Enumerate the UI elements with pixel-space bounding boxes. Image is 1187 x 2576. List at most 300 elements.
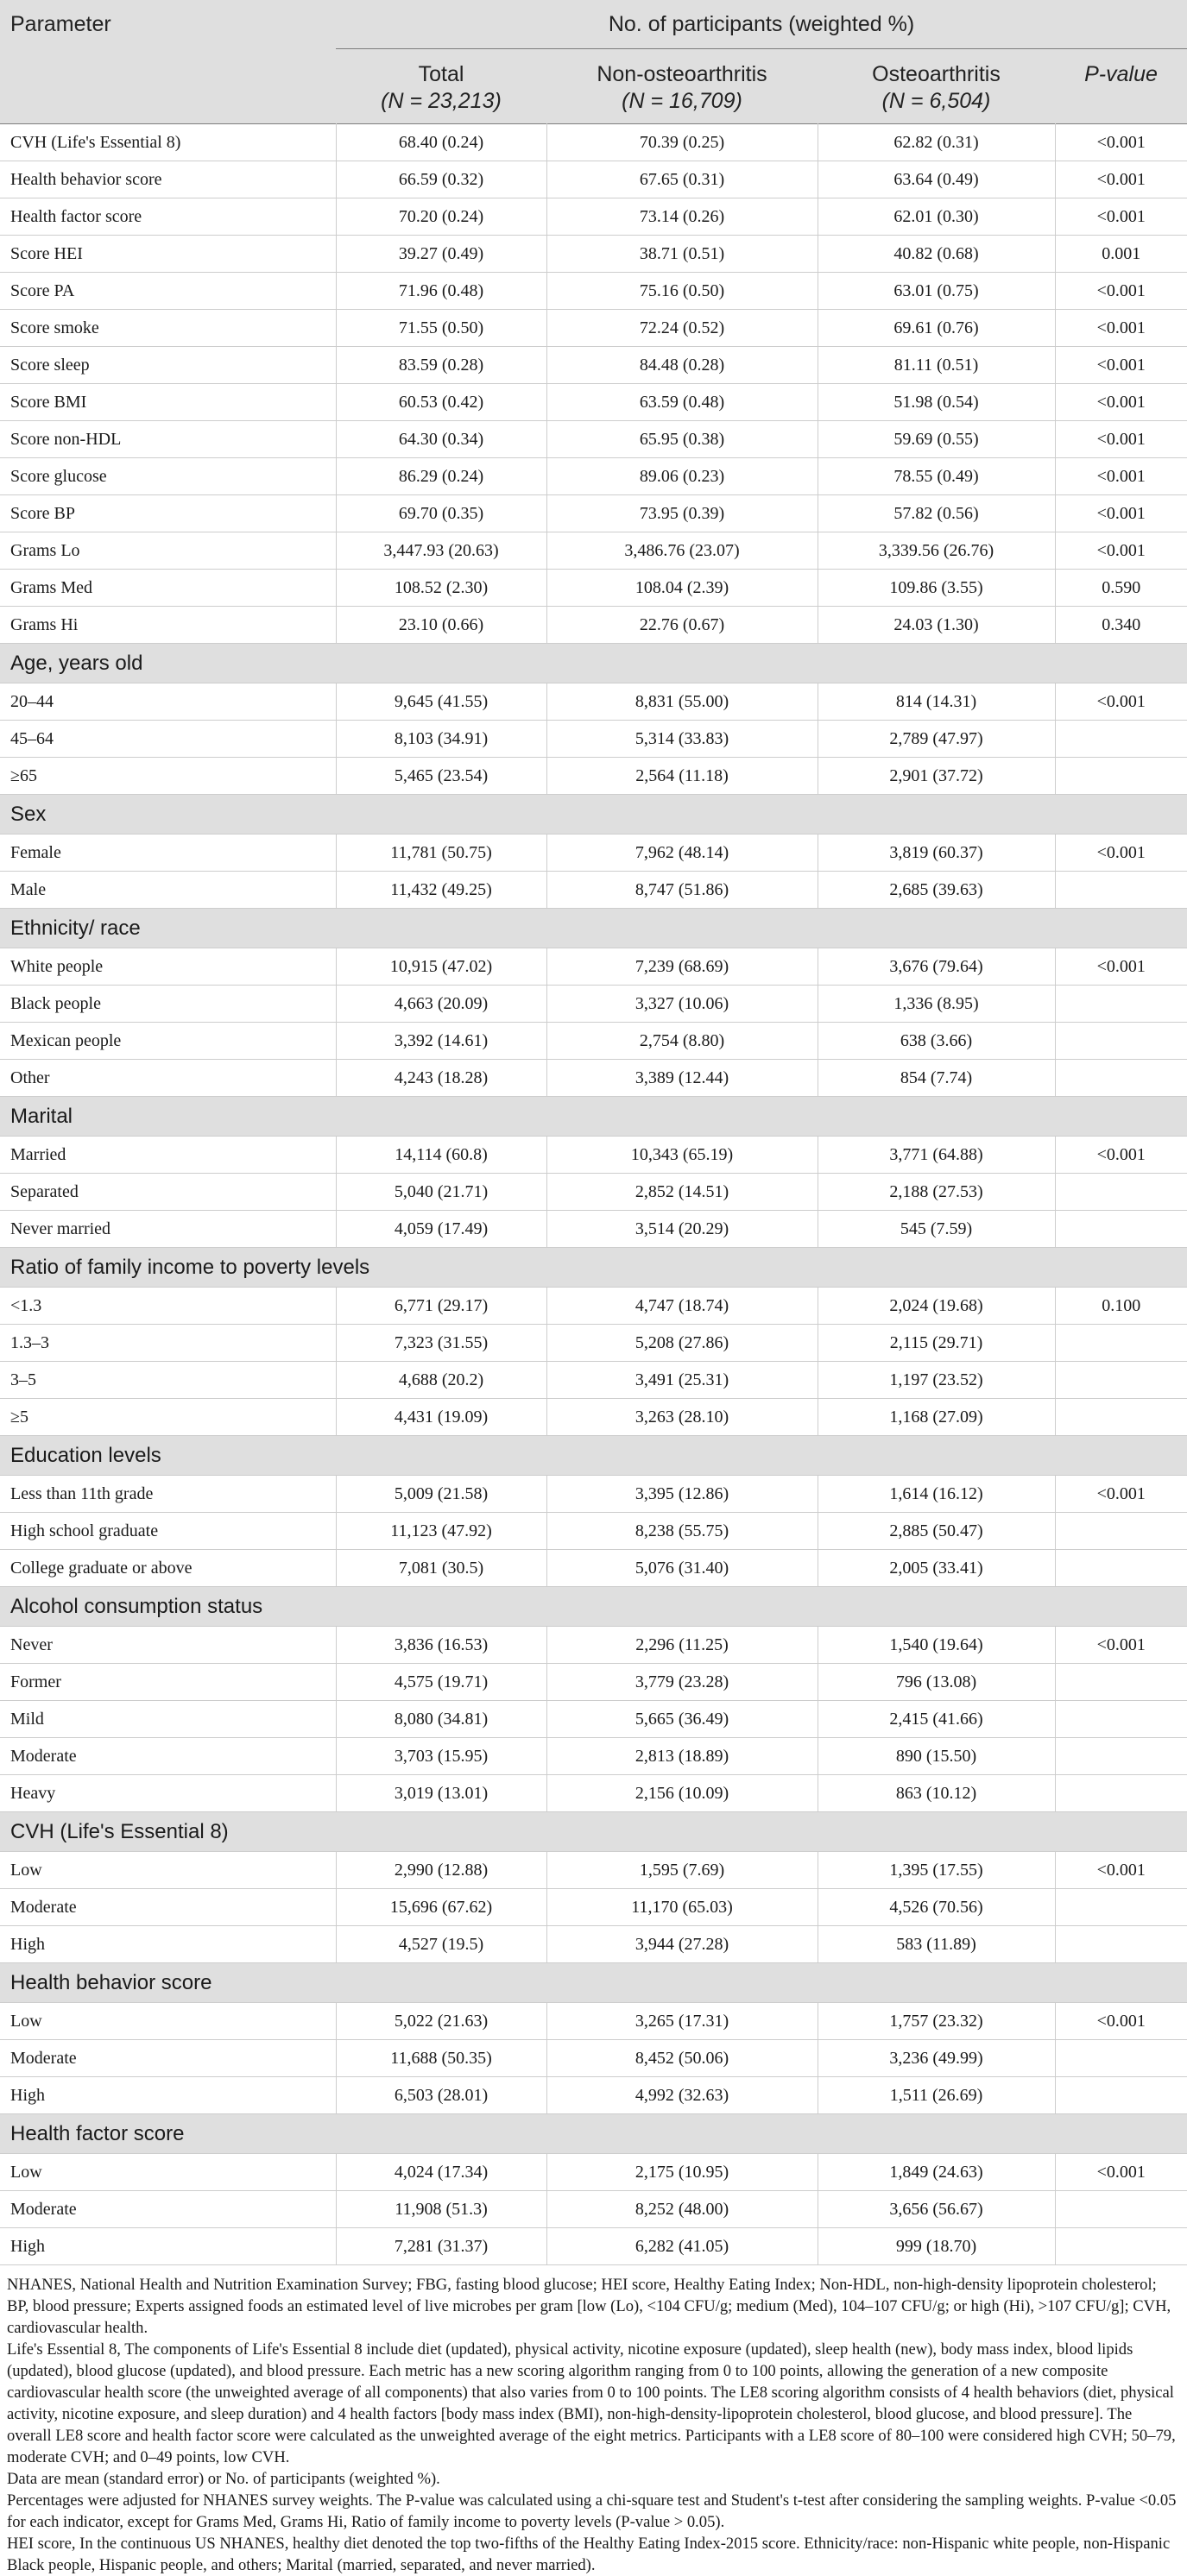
row-parameter: Score sleep [0,347,336,384]
row-parameter: Low [0,1852,336,1889]
cell-non-osteoarthritis: 73.14 (0.26) [546,198,818,236]
cell-p-value: <0.001 [1055,1852,1187,1889]
cell-osteoarthritis: 814 (14.31) [818,683,1055,721]
table-row [0,1738,1187,1775]
table-row [0,1664,1187,1701]
cell-osteoarthritis: 51.98 (0.54) [818,384,1055,421]
header-non-osteoarthritis: Non-osteoarthritis [546,49,818,90]
cell-p-value: <0.001 [1055,2154,1187,2191]
cell-p-value: <0.001 [1055,273,1187,310]
cell-non-osteoarthritis: 5,208 (27.86) [546,1325,818,1362]
table-row [0,236,1187,273]
cell-osteoarthritis: 2,885 (50.47) [818,1513,1055,1550]
cell-p-value [1055,986,1187,1023]
table-row [0,198,1187,236]
cell-p-value: 0.340 [1055,607,1187,644]
cell-non-osteoarthritis: 5,314 (33.83) [546,721,818,758]
table-row [0,1926,1187,1963]
row-parameter: Former [0,1664,336,1701]
cell-osteoarthritis: 1,395 (17.55) [818,1852,1055,1889]
cell-total: 5,009 (21.58) [336,1476,546,1513]
cell-osteoarthritis: 59.69 (0.55) [818,421,1055,458]
cell-osteoarthritis: 63.64 (0.49) [818,161,1055,198]
row-parameter: Score HEI [0,236,336,273]
row-parameter: Mexican people [0,1023,336,1060]
cell-osteoarthritis: 109.86 (3.55) [818,570,1055,607]
cell-p-value [1055,1889,1187,1926]
cell-osteoarthritis: 2,789 (47.97) [818,721,1055,758]
cell-p-value: <0.001 [1055,198,1187,236]
cell-non-osteoarthritis: 2,564 (11.18) [546,758,818,795]
cell-p-value: <0.001 [1055,835,1187,872]
cell-osteoarthritis: 1,511 (26.69) [818,2077,1055,2114]
cell-osteoarthritis: 81.11 (0.51) [818,347,1055,384]
cell-osteoarthritis: 2,415 (41.66) [818,1701,1055,1738]
cell-total: 6,771 (29.17) [336,1288,546,1325]
cell-p-value [1055,1060,1187,1097]
table-row [0,458,1187,495]
cell-total: 3,392 (14.61) [336,1023,546,1060]
cell-non-osteoarthritis: 7,239 (68.69) [546,948,818,986]
row-parameter: Never [0,1627,336,1664]
cell-total: 6,503 (28.01) [336,2077,546,2114]
cell-p-value [1055,1362,1187,1399]
footnote: NHANES, National Health and Nutrition Examination Survey; FBG, fasting blood glucose; HEI score, Healthy Eating Index; Non-HDL, non-high-density lipoprotein cholesterol; BP, blood pressure; Experts assigned foods an estimated level of live microbes per gram [low (Lo), <104 CFU/g; medium (Med), 104–107 CFU/g; or high (Hi), >107 CFU/g]; CVH, cardiovascular health. [7,2276,1171,2337]
cell-osteoarthritis: 40.82 (0.68) [818,236,1055,273]
row-parameter: Health factor score [0,198,336,236]
table-body [0,124,1187,2265]
table-row [0,1889,1187,1926]
cell-osteoarthritis: 1,168 (27.09) [818,1399,1055,1436]
table-row [0,721,1187,758]
cell-p-value: 0.590 [1055,570,1187,607]
table-row [0,1399,1187,1436]
section-label: Ethnicity/ race [0,909,1187,948]
cell-non-osteoarthritis: 3,263 (28.10) [546,1399,818,1436]
row-parameter: Grams Med [0,570,336,607]
table-row [0,1476,1187,1513]
cell-non-osteoarthritis: 22.76 (0.67) [546,607,818,644]
section-label: Alcohol consumption status [0,1587,1187,1627]
table-footnotes [0,2265,1187,2576]
cell-total: 68.40 (0.24) [336,124,546,161]
cell-p-value: <0.001 [1055,683,1187,721]
cell-total: 7,081 (30.5) [336,1550,546,1587]
row-parameter: Score glucose [0,458,336,495]
cell-p-value [1055,1211,1187,1248]
section-label: Age, years old [0,644,1187,683]
cell-non-osteoarthritis: 8,747 (51.86) [546,872,818,909]
table-row [0,495,1187,532]
table-row [0,1701,1187,1738]
cell-osteoarthritis: 62.01 (0.30) [818,198,1055,236]
cell-non-osteoarthritis: 2,156 (10.09) [546,1775,818,1812]
cell-osteoarthritis: 638 (3.66) [818,1023,1055,1060]
cell-non-osteoarthritis: 8,452 (50.06) [546,2040,818,2077]
cell-osteoarthritis: 2,005 (33.41) [818,1550,1055,1587]
cell-osteoarthritis: 1,197 (23.52) [818,1362,1055,1399]
table-row [0,2154,1187,2191]
row-parameter: 3–5 [0,1362,336,1399]
cell-total: 5,022 (21.63) [336,2003,546,2040]
cell-total: 11,908 (51.3) [336,2191,546,2228]
table-row [0,570,1187,607]
cell-p-value: <0.001 [1055,1627,1187,1664]
cell-p-value [1055,1023,1187,1060]
cell-osteoarthritis: 57.82 (0.56) [818,495,1055,532]
cell-non-osteoarthritis: 84.48 (0.28) [546,347,818,384]
cell-osteoarthritis: 24.03 (1.30) [818,607,1055,644]
cell-p-value [1055,2228,1187,2265]
cell-non-osteoarthritis: 70.39 (0.25) [546,124,818,161]
cell-total: 86.29 (0.24) [336,458,546,495]
table-row [0,948,1187,986]
cell-osteoarthritis: 69.61 (0.76) [818,310,1055,347]
cell-non-osteoarthritis: 89.06 (0.23) [546,458,818,495]
table-row [0,2003,1187,2040]
row-parameter: Never married [0,1211,336,1248]
row-parameter: CVH (Life's Essential 8) [0,124,336,161]
section-label: Health behavior score [0,1963,1187,2003]
row-parameter: ≥65 [0,758,336,795]
cell-p-value [1055,1550,1187,1587]
cell-total: 5,040 (21.71) [336,1174,546,1211]
table-row [0,421,1187,458]
cell-p-value: 0.001 [1055,236,1187,273]
cell-osteoarthritis: 2,188 (27.53) [818,1174,1055,1211]
cell-p-value [1055,872,1187,909]
cell-p-value [1055,1926,1187,1963]
cell-non-osteoarthritis: 108.04 (2.39) [546,570,818,607]
cell-non-osteoarthritis: 67.65 (0.31) [546,161,818,198]
cell-non-osteoarthritis: 3,486.76 (23.07) [546,532,818,570]
cell-non-osteoarthritis: 3,779 (23.28) [546,1664,818,1701]
cell-p-value: <0.001 [1055,1137,1187,1174]
cell-osteoarthritis: 3,656 (56.67) [818,2191,1055,2228]
header-osteoarthritis-n: (N = 6,504) [818,89,1055,124]
header-parameter: Parameter [0,0,336,49]
cell-osteoarthritis: 1,614 (16.12) [818,1476,1055,1513]
cell-p-value: <0.001 [1055,347,1187,384]
table-row [0,1023,1187,1060]
cell-total: 11,432 (49.25) [336,872,546,909]
cell-non-osteoarthritis: 10,343 (65.19) [546,1137,818,1174]
cell-total: 3,703 (15.95) [336,1738,546,1775]
cell-total: 71.96 (0.48) [336,273,546,310]
cell-p-value: <0.001 [1055,421,1187,458]
cell-non-osteoarthritis: 11,170 (65.03) [546,1889,818,1926]
table-row [0,835,1187,872]
cell-p-value [1055,2191,1187,2228]
cell-osteoarthritis: 796 (13.08) [818,1664,1055,1701]
cell-osteoarthritis: 999 (18.70) [818,2228,1055,2265]
cell-osteoarthritis: 62.82 (0.31) [818,124,1055,161]
row-parameter: Moderate [0,2040,336,2077]
cell-p-value: <0.001 [1055,495,1187,532]
table-row [0,161,1187,198]
table-row [0,2191,1187,2228]
cell-non-osteoarthritis: 6,282 (41.05) [546,2228,818,2265]
cell-osteoarthritis: 2,685 (39.63) [818,872,1055,909]
row-parameter: Female [0,835,336,872]
cell-non-osteoarthritis: 5,665 (36.49) [546,1701,818,1738]
cell-osteoarthritis: 545 (7.59) [818,1211,1055,1248]
cell-total: 4,431 (19.09) [336,1399,546,1436]
section-label: Education levels [0,1436,1187,1476]
table-row [0,2077,1187,2114]
header-non-osteoarthritis-n: (N = 16,709) [546,89,818,124]
row-parameter: Score BP [0,495,336,532]
row-parameter: Male [0,872,336,909]
cell-total: 3,019 (13.01) [336,1775,546,1812]
cell-non-osteoarthritis: 73.95 (0.39) [546,495,818,532]
section-header-row [0,795,1187,835]
cell-total: 11,123 (47.92) [336,1513,546,1550]
section-label: Health factor score [0,2114,1187,2154]
cell-non-osteoarthritis: 3,944 (27.28) [546,1926,818,1963]
row-parameter: Black people [0,986,336,1023]
table-row [0,347,1187,384]
cell-p-value [1055,758,1187,795]
cell-non-osteoarthritis: 3,514 (20.29) [546,1211,818,1248]
row-parameter: Score BMI [0,384,336,421]
cell-non-osteoarthritis: 2,175 (10.95) [546,2154,818,2191]
cell-total: 39.27 (0.49) [336,236,546,273]
cell-osteoarthritis: 3,339.56 (26.76) [818,532,1055,570]
cell-total: 69.70 (0.35) [336,495,546,532]
cell-total: 71.55 (0.50) [336,310,546,347]
cell-non-osteoarthritis: 7,962 (48.14) [546,835,818,872]
row-parameter: 45–64 [0,721,336,758]
table-row [0,1174,1187,1211]
cell-total: 11,781 (50.75) [336,835,546,872]
table-row [0,986,1187,1023]
table-row [0,1060,1187,1097]
row-parameter: High [0,1926,336,1963]
cell-total: 2,990 (12.88) [336,1852,546,1889]
row-parameter: Score smoke [0,310,336,347]
row-parameter: Moderate [0,1889,336,1926]
cell-non-osteoarthritis: 2,852 (14.51) [546,1174,818,1211]
cell-non-osteoarthritis: 3,395 (12.86) [546,1476,818,1513]
row-parameter: High [0,2077,336,2114]
header-osteoarthritis: Osteoarthritis [818,49,1055,90]
table-row [0,1627,1187,1664]
table-header [0,0,1187,124]
cell-osteoarthritis: 854 (7.74) [818,1060,1055,1097]
cell-total: 23.10 (0.66) [336,607,546,644]
cell-osteoarthritis: 1,336 (8.95) [818,986,1055,1023]
cell-total: 11,688 (50.35) [336,2040,546,2077]
cell-osteoarthritis: 63.01 (0.75) [818,273,1055,310]
row-parameter: Score PA [0,273,336,310]
cell-osteoarthritis: 3,771 (64.88) [818,1137,1055,1174]
table-row [0,1325,1187,1362]
row-parameter: Married [0,1137,336,1174]
cell-total: 10,915 (47.02) [336,948,546,986]
cell-total: 7,323 (31.55) [336,1325,546,1362]
cell-total: 64.30 (0.34) [336,421,546,458]
cell-total: 83.59 (0.28) [336,347,546,384]
section-header-row [0,909,1187,948]
section-label: Sex [0,795,1187,835]
cell-total: 15,696 (67.62) [336,1889,546,1926]
section-header-row [0,1587,1187,1627]
section-header-row [0,1963,1187,2003]
table-row [0,124,1187,161]
cell-p-value [1055,1174,1187,1211]
cell-p-value [1055,1325,1187,1362]
cell-p-value: <0.001 [1055,948,1187,986]
section-header-row [0,644,1187,683]
footnote: Data are mean (standard error) or No. of participants (weighted %). [7,2470,440,2488]
table-row [0,872,1187,909]
row-parameter: Mild [0,1701,336,1738]
cell-p-value [1055,1664,1187,1701]
row-parameter: Grams Lo [0,532,336,570]
cell-total: 66.59 (0.32) [336,161,546,198]
row-parameter: College graduate or above [0,1550,336,1587]
row-parameter: High [0,2228,336,2265]
row-parameter: Grams Hi [0,607,336,644]
section-label: CVH (Life's Essential 8) [0,1812,1187,1852]
cell-non-osteoarthritis: 1,595 (7.69) [546,1852,818,1889]
table-row [0,1362,1187,1399]
cell-total: 4,575 (19.71) [336,1664,546,1701]
cell-total: 7,281 (31.37) [336,2228,546,2265]
footnote: Percentages were adjusted for NHANES survey weights. The P-value was calculated using a chi-square test and Student's t-test after considering the sampling weights. P-value <0.05 for each indicator, except for Grams Med, Grams Hi, Ratio of family income to poverty levels (P-value > 0.05). [7,2491,1177,2531]
row-parameter: Moderate [0,1738,336,1775]
cell-total: 3,447.93 (20.63) [336,532,546,570]
row-parameter: High school graduate [0,1513,336,1550]
cell-p-value [1055,1399,1187,1436]
table-row [0,384,1187,421]
cell-non-osteoarthritis: 2,813 (18.89) [546,1738,818,1775]
row-parameter: 1.3–3 [0,1325,336,1362]
cell-total: 14,114 (60.8) [336,1137,546,1174]
cell-osteoarthritis: 2,901 (37.72) [818,758,1055,795]
cell-total: 5,465 (23.54) [336,758,546,795]
cell-total: 60.53 (0.42) [336,384,546,421]
cell-p-value: <0.001 [1055,532,1187,570]
cell-p-value [1055,1738,1187,1775]
cell-non-osteoarthritis: 3,389 (12.44) [546,1060,818,1097]
table-row [0,2040,1187,2077]
cell-non-osteoarthritis: 65.95 (0.38) [546,421,818,458]
cell-total: 4,527 (19.5) [336,1926,546,1963]
section-label: Marital [0,1097,1187,1137]
table-row [0,1137,1187,1174]
table-row [0,1852,1187,1889]
cell-non-osteoarthritis: 3,491 (25.31) [546,1362,818,1399]
cell-osteoarthritis: 583 (11.89) [818,1926,1055,1963]
row-parameter: Other [0,1060,336,1097]
row-parameter: Separated [0,1174,336,1211]
table-row [0,607,1187,644]
cell-total: 4,243 (18.28) [336,1060,546,1097]
table-row [0,532,1187,570]
cell-p-value: <0.001 [1055,124,1187,161]
row-parameter: <1.3 [0,1288,336,1325]
cell-total: 9,645 (41.55) [336,683,546,721]
cell-osteoarthritis: 3,236 (49.99) [818,2040,1055,2077]
table-row [0,1775,1187,1812]
cell-total: 8,103 (34.91) [336,721,546,758]
cell-total: 8,080 (34.81) [336,1701,546,1738]
row-parameter: Less than 11th grade [0,1476,336,1513]
header-total-n: (N = 23,213) [336,89,546,124]
cell-non-osteoarthritis: 3,265 (17.31) [546,2003,818,2040]
cell-total: 4,663 (20.09) [336,986,546,1023]
cell-p-value [1055,2077,1187,2114]
cell-osteoarthritis: 890 (15.50) [818,1738,1055,1775]
row-parameter: Health behavior score [0,161,336,198]
cell-osteoarthritis: 1,540 (19.64) [818,1627,1055,1664]
cell-osteoarthritis: 3,819 (60.37) [818,835,1055,872]
table-row [0,683,1187,721]
row-parameter: White people [0,948,336,986]
cell-p-value: <0.001 [1055,1476,1187,1513]
cell-non-osteoarthritis: 4,992 (32.63) [546,2077,818,2114]
cell-p-value: <0.001 [1055,310,1187,347]
cell-non-osteoarthritis: 63.59 (0.48) [546,384,818,421]
cell-total: 4,024 (17.34) [336,2154,546,2191]
table-row [0,1513,1187,1550]
table-row [0,1550,1187,1587]
cell-p-value [1055,2040,1187,2077]
cell-p-value [1055,1701,1187,1738]
section-label: Ratio of family income to poverty levels [0,1248,1187,1288]
table-row [0,1211,1187,1248]
cell-non-osteoarthritis: 3,327 (10.06) [546,986,818,1023]
cell-non-osteoarthritis: 38.71 (0.51) [546,236,818,273]
cell-non-osteoarthritis: 2,296 (11.25) [546,1627,818,1664]
cell-osteoarthritis: 2,024 (19.68) [818,1288,1055,1325]
cell-total: 70.20 (0.24) [336,198,546,236]
row-parameter: ≥5 [0,1399,336,1436]
cell-osteoarthritis: 3,676 (79.64) [818,948,1055,986]
table-row [0,310,1187,347]
cell-total: 4,059 (17.49) [336,1211,546,1248]
footnote: HEI score, In the continuous US NHANES, healthy diet denoted the top two-fifths of the Healthy Eating Index-2015 score. Ethnicity/race: non-Hispanic white people, non-Hispanic Black people, Hispanic people, and others; Marital (married, separated, and never married). [7,2535,1171,2574]
row-parameter: Low [0,2154,336,2191]
section-header-row [0,1812,1187,1852]
header-total: Total [336,49,546,90]
cell-total: 4,688 (20.2) [336,1362,546,1399]
cell-p-value: <0.001 [1055,384,1187,421]
cell-non-osteoarthritis: 8,831 (55.00) [546,683,818,721]
section-header-row [0,1097,1187,1137]
row-parameter: Score non-HDL [0,421,336,458]
cell-p-value: <0.001 [1055,458,1187,495]
cell-osteoarthritis: 1,757 (23.32) [818,2003,1055,2040]
cell-non-osteoarthritis: 72.24 (0.52) [546,310,818,347]
cell-total: 108.52 (2.30) [336,570,546,607]
header-p-value: P-value [1055,49,1187,90]
row-parameter: Moderate [0,2191,336,2228]
table-row [0,758,1187,795]
row-parameter: 20–44 [0,683,336,721]
cell-total: 3,836 (16.53) [336,1627,546,1664]
footnote: Life's Essential 8, The components of Life's Essential 8 include diet (updated), physical activity, nicotine exposure (updated), sleep health (new), body mass index, blood lipids (updated), blood glucose (updated), and blood pressure. Each metric has a new scoring algorithm ranging from 0 to 100 points, allowing the generation of a new composite cardiovascular health score (the unweighted average of all components) that also varies from 0 to 100 points. The LE8 scoring algorithm consists of 4 health behaviors (diet, physical activity, nicotine exposure, and sleep duration) and 4 health factors [body mass index (BMI), non-high-density-lipoprotein cholesterol, blood glucose, and blood pressure]. The overall LE8 score and health factor score were calculated as the unweighted average of the eight metrics. Participants with a LE8 score of 80–100 were considered high CVH; 50–79, moderate CVH; and 0–49 points, low CVH. [7,2340,1176,2466]
cell-osteoarthritis: 1,849 (24.63) [818,2154,1055,2191]
cell-p-value: <0.001 [1055,161,1187,198]
cell-p-value: <0.001 [1055,2003,1187,2040]
cell-non-osteoarthritis: 5,076 (31.40) [546,1550,818,1587]
cell-p-value [1055,1513,1187,1550]
row-parameter: Heavy [0,1775,336,1812]
cell-osteoarthritis: 863 (10.12) [818,1775,1055,1812]
